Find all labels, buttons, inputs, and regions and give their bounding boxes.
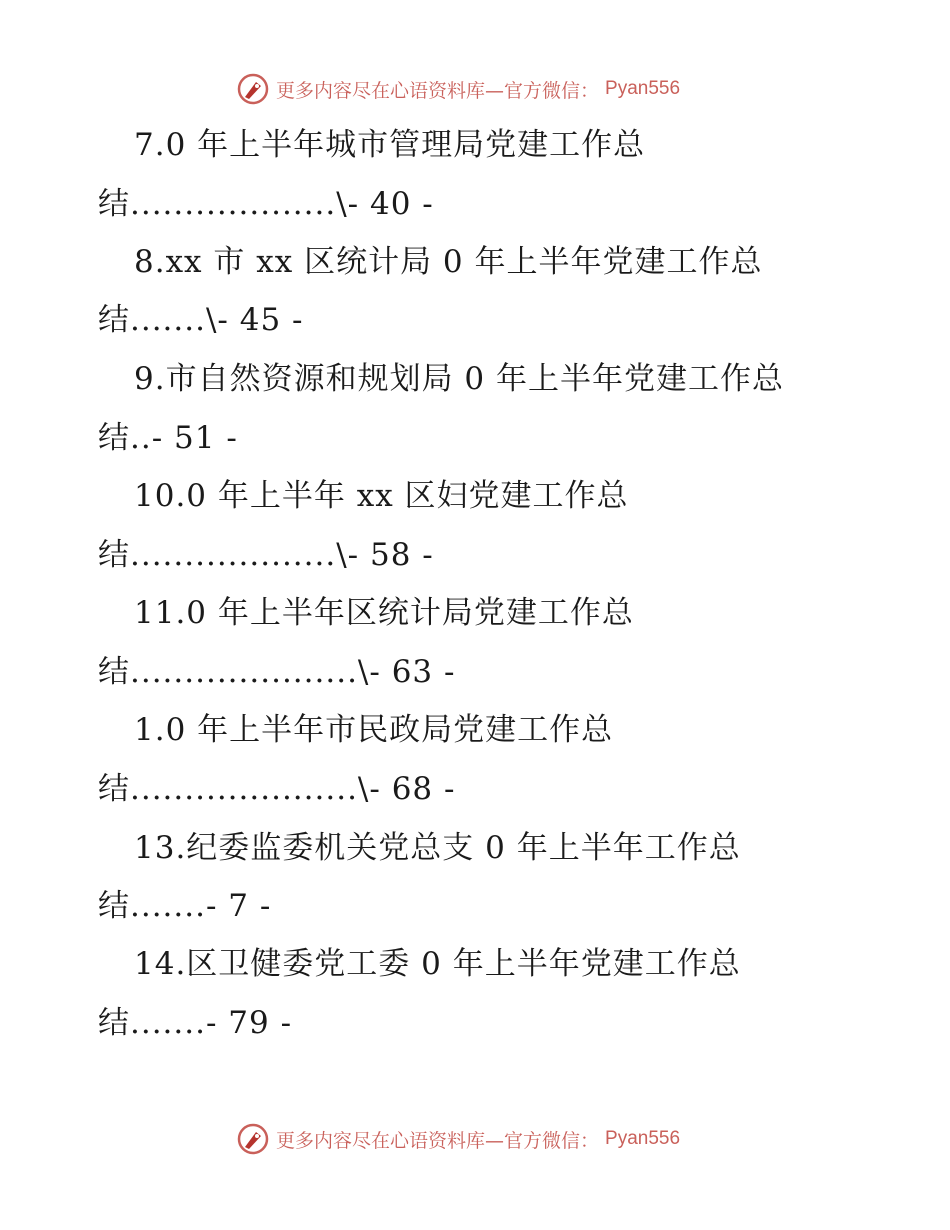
toc-entry-title: 9.市自然资源和规划局 0 年上半年党建工作总 [134, 361, 785, 397]
toc-entry-title: 11.0 年上半年区统计局党建工作总 [134, 595, 634, 631]
watermark-handle: Pyan556 [605, 1128, 681, 1149]
pen-nib-logo-icon [236, 1122, 270, 1156]
watermark-text: 更多内容尽在心语资料库—官方微信： [276, 79, 600, 102]
toc-entry-title: 13.纪委监委机关党总支 0 年上半年工作总 [134, 830, 741, 866]
watermark-handle: Pyan556 [605, 78, 681, 99]
footer-watermark [236, 1122, 680, 1156]
toc-entry-title: 1.0 年上半年市民政局党建工作总 [134, 712, 614, 748]
toc-entry-page: 结...................\- 58 - [98, 537, 434, 573]
toc-entry-page: 结.......\- 45 - [98, 302, 304, 338]
toc-entry-page: 结..- 51 - [98, 420, 238, 456]
toc-entry-page: 结.......- 79 - [98, 1005, 293, 1041]
toc-entry-page: 结.....................\- 63 - [98, 654, 456, 690]
pen-nib-logo-icon [236, 72, 270, 106]
toc-entry-page: 结...................\- 40 - [98, 186, 434, 222]
toc-entry-title: 8.xx 市 xx 区统计局 0 年上半年党建工作总 [134, 244, 763, 280]
toc-entry-page: 结.....................\- 68 - [98, 771, 456, 807]
toc-entry-title: 10.0 年上半年 xx 区妇党建工作总 [134, 478, 629, 514]
toc-entry-page: 结.......- 7 - [98, 888, 272, 924]
watermark-text: 更多内容尽在心语资料库—官方微信： [276, 1129, 600, 1152]
header-watermark [236, 72, 680, 106]
toc-entry-title: 14.区卫健委党工委 0 年上半年党建工作总 [134, 946, 741, 982]
toc-entry-title: 7.0 年上半年城市管理局党建工作总 [134, 127, 646, 163]
